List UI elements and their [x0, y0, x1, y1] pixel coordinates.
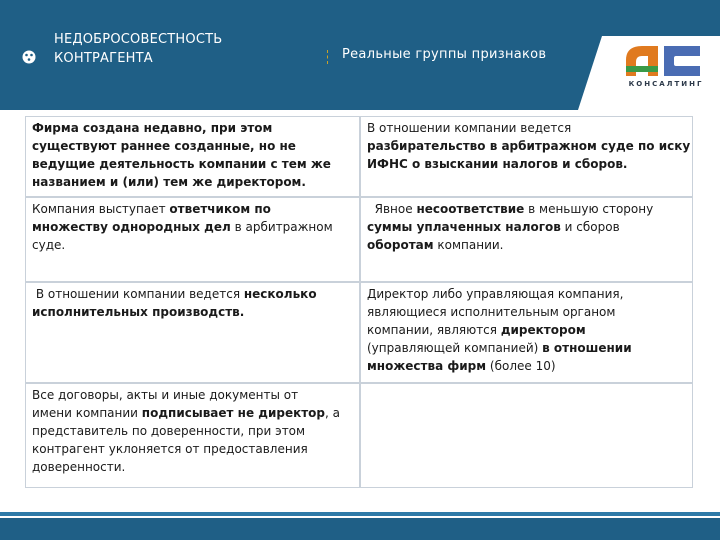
cell-text-line: [367, 200, 686, 218]
cell-text-line: [32, 137, 353, 155]
text: компании.: [433, 238, 504, 252]
bold-text: в отношении: [542, 341, 632, 355]
text: в арбитражном: [230, 220, 333, 234]
cell-text-line: [367, 236, 686, 254]
text: (более 10): [486, 359, 556, 373]
cell-text-line: [32, 236, 353, 254]
table-cell-r1-right: [361, 117, 692, 196]
text: в меньшую сторону: [524, 202, 654, 216]
cell-text-line: [367, 285, 686, 303]
cell-text-line: [367, 119, 686, 137]
bold-text: разбирательство в арбитражном суде по иску: [367, 139, 691, 153]
text: контрагент уклоняется от предоставления: [32, 442, 308, 456]
cell-text-line: [32, 218, 353, 236]
text: являющиеся исполнительным органом: [367, 305, 616, 319]
bold-text: несколько: [243, 287, 317, 301]
table-cell-r2-right: [361, 198, 692, 281]
bold-text: суммы уплаченных налогов: [367, 220, 561, 234]
cell-text-line: [32, 440, 353, 458]
cell-text-line: [32, 285, 353, 303]
cell-text-line: [367, 357, 686, 375]
table-cell-r3-left: [26, 283, 359, 382]
table-cell-r3-right: [361, 283, 692, 382]
text: суде.: [32, 238, 66, 252]
bold-text: ИФНС о взыскании налогов и сборов.: [367, 157, 628, 171]
cell-text-line: [367, 321, 686, 339]
cell-text-line: [32, 173, 353, 191]
header-title-block: [22, 28, 282, 76]
bold-text: подписывает не директор: [141, 406, 326, 420]
text: компании, являются: [367, 323, 501, 337]
footer-accent-line: [0, 512, 720, 516]
cell-text-line: [367, 303, 686, 321]
bold-text: директором: [500, 323, 586, 337]
cell-text-line: [32, 404, 353, 422]
cell-text-line: [32, 422, 353, 440]
cell-text-line: [32, 303, 353, 321]
page-title-line-1: НЕДОБРОСОВЕСТНОСТЬ: [54, 32, 223, 47]
text: Компания выступает: [32, 202, 170, 216]
page-subtitle: Реальные группы признаков: [342, 47, 547, 62]
cell-text-line: [32, 458, 353, 476]
header-divider: [327, 50, 329, 64]
text: Все договоры, акты и иные документы от: [32, 388, 299, 402]
logo-tab-corner: [578, 36, 602, 110]
cell-text-line: [367, 155, 686, 173]
text: Явное: [367, 202, 417, 216]
text: В отношении компании ведется: [367, 121, 572, 135]
cell-text-line: [32, 200, 353, 218]
bold-text: ответчиком по: [169, 202, 271, 216]
cell-text-line: [367, 218, 686, 236]
text: (управляющей компанией): [367, 341, 543, 355]
cell-text-line: [32, 119, 353, 137]
bold-text: ведущие деятельность компании с тем же: [32, 157, 331, 171]
text: В отношении компании ведется: [32, 287, 244, 301]
table-cell-r1-left: [26, 117, 359, 196]
info-circle-icon: [22, 50, 36, 64]
bold-text: оборотам: [367, 238, 434, 252]
company-logo: [620, 40, 708, 80]
table-cell-r4-left: [26, 384, 359, 487]
text: представитель по доверенности, при этом: [32, 424, 306, 438]
bold-text: исполнительных производств.: [32, 305, 245, 319]
table-cell-r2-left: [26, 198, 359, 281]
bold-text: множеству однородных дел: [32, 220, 231, 234]
footer-band: [0, 518, 720, 540]
cell-text-line: [367, 137, 691, 155]
text: и сборов: [560, 220, 620, 234]
bold-text: названием и (или) тем же директором.: [32, 175, 306, 189]
bold-text: существуют раннее созданные, но не: [32, 139, 296, 153]
cell-text-line: [32, 155, 353, 173]
cell-text-line: [32, 386, 353, 404]
page-title: [54, 30, 222, 68]
text: Директор либо управляющая компания,: [367, 287, 624, 301]
cell-text-line: [367, 339, 686, 357]
text: имени компании: [32, 406, 142, 420]
logo-caption: КОНСАЛТИНГ: [628, 80, 704, 88]
bold-text: несоответствие: [416, 202, 525, 216]
text: доверенности.: [32, 460, 126, 474]
bold-text: множества фирм: [367, 359, 487, 373]
text: , а: [325, 406, 341, 420]
bold-text: Фирма создана недавно, при этом: [32, 121, 273, 135]
page-title-line-2: КОНТРАГЕНТА: [54, 51, 153, 66]
table-cell-r4-right: [361, 384, 692, 487]
